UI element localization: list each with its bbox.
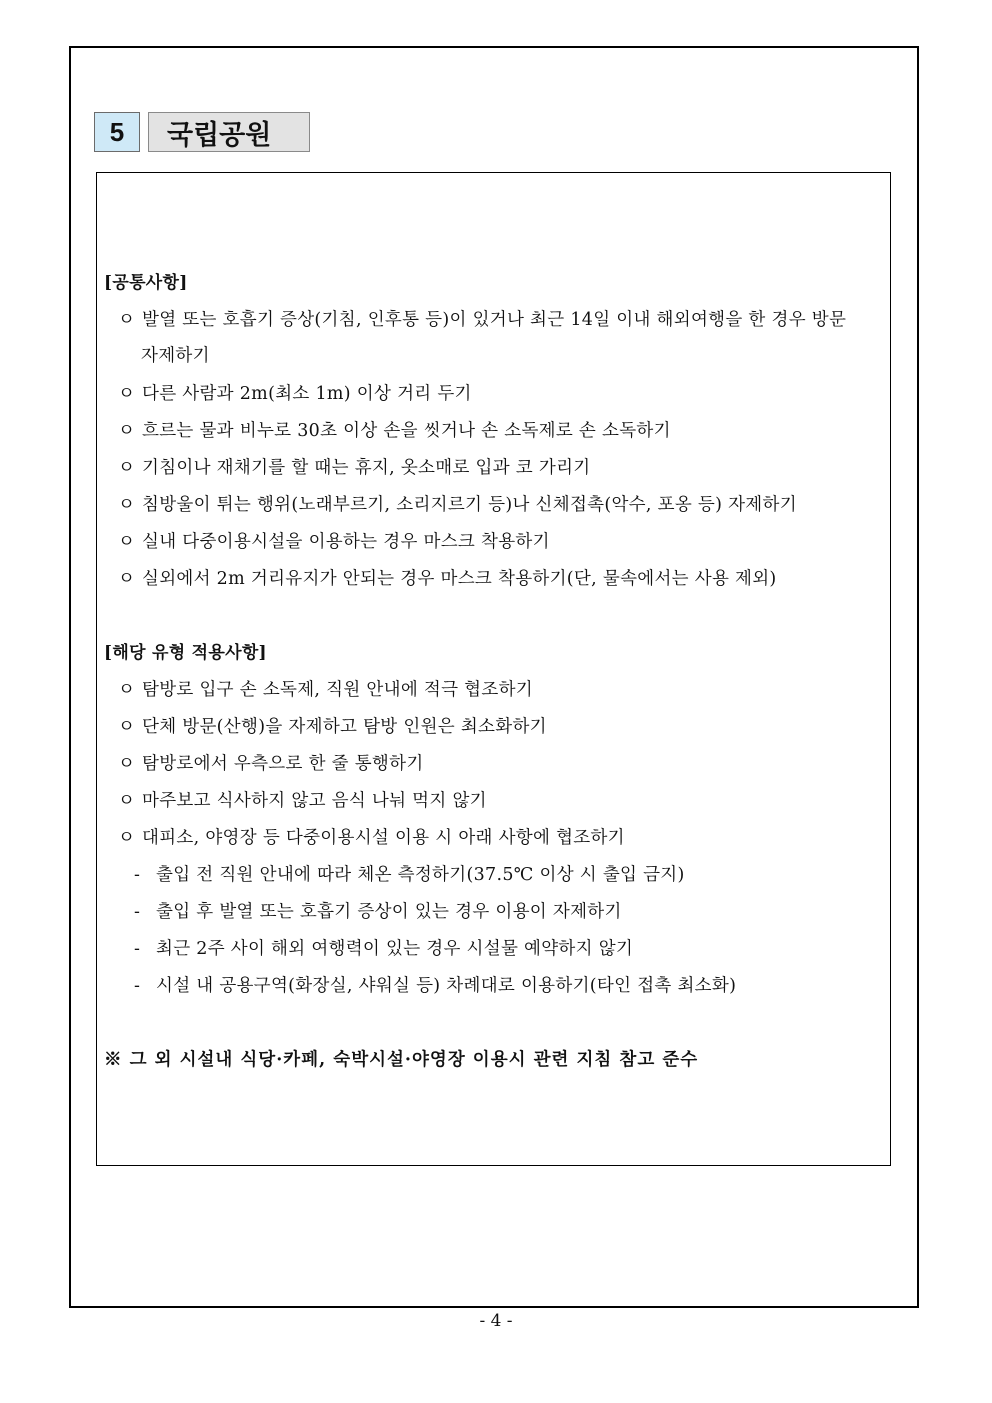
list-item-text: 탐방로 입구 손 소독제, 직원 안내에 적극 협조하기	[142, 680, 534, 700]
bullet-icon: ㅇ	[118, 310, 136, 330]
list-item-text: 실외에서 2m 거리유지가 안되는 경우 마스크 착용하기(단, 물속에서는 사용 제외)	[142, 569, 777, 589]
list-item-text: 침방울이 튀는 행위(노래부르기, 소리지르기 등)나 신체접촉(악수, 포옹 등) 자제하기	[142, 495, 797, 515]
section-title: 국립공원	[148, 112, 310, 152]
list-item-text: 대피소, 야영장 등 다중이용시설 이용 시 아래 사항에 협조하기	[142, 828, 625, 848]
list-item	[118, 380, 472, 405]
reference-note: ※ 그 외 시설내 식당·카페, 숙박시설·야영장 이용시 관련 지침 참고 준수	[104, 1050, 699, 1070]
common-heading: [공통사항]	[104, 273, 188, 293]
list-item	[118, 824, 625, 849]
list-item-text: 마주보고 식사하지 않고 음식 나눠 먹지 않기	[142, 791, 487, 811]
bullet-icon: ㅇ	[118, 384, 136, 404]
bullet-icon: ㅇ	[118, 754, 136, 774]
list-item	[118, 676, 533, 701]
bullet-icon: ㅇ	[118, 680, 136, 700]
dash-icon: -	[134, 939, 141, 959]
sub-list-item	[134, 935, 633, 960]
list-item-text: 발열 또는 호흡기 증상(기침, 인후통 등)이 있거나 최근 14일 이내 해외여행을 한 경우 방문	[142, 310, 847, 330]
list-item	[118, 454, 590, 479]
bullet-icon: ㅇ	[118, 495, 136, 515]
bullet-icon: ㅇ	[118, 717, 136, 737]
bullet-icon: ㅇ	[118, 791, 136, 811]
dash-icon: -	[134, 976, 141, 996]
list-item	[118, 750, 424, 775]
section-number: 5	[94, 112, 140, 152]
list-item	[118, 528, 550, 553]
dash-icon: -	[134, 865, 141, 885]
list-item-text: 기침이나 재채기를 할 때는 휴지, 옷소매로 입과 코 가리기	[142, 458, 591, 478]
sub-list-item-text: 시설 내 공용구역(화장실, 샤워실 등) 차례대로 이용하기(타인 접촉 최소화)	[156, 976, 737, 996]
bullet-icon: ㅇ	[118, 569, 136, 589]
list-item	[118, 713, 547, 738]
bullet-icon: ㅇ	[118, 421, 136, 441]
list-item-continuation: 자제하기	[141, 346, 210, 366]
sub-list-item-text: 출입 전 직원 안내에 따라 체온 측정하기(37.5℃ 이상 시 출입 금지)	[156, 865, 685, 885]
sub-list-item	[134, 972, 736, 997]
bullet-icon: ㅇ	[118, 532, 136, 552]
list-item-text: 실내 다중이용시설을 이용하는 경우 마스크 착용하기	[142, 532, 550, 552]
dash-icon: -	[134, 902, 141, 922]
sub-list-item-text: 최근 2주 사이 해외 여행력이 있는 경우 시설물 예약하지 않기	[156, 939, 634, 959]
bullet-icon: ㅇ	[118, 458, 136, 478]
list-item	[118, 787, 487, 812]
list-item-text: 탐방로에서 우측으로 한 줄 통행하기	[142, 754, 424, 774]
list-item	[118, 306, 846, 331]
list-item-text: 흐르는 물과 비누로 30초 이상 손을 씻거나 손 소독제로 손 소독하기	[142, 421, 671, 441]
list-item-text: 단체 방문(산행)을 자제하고 탐방 인원은 최소화하기	[142, 717, 547, 737]
page-number: - 4 -	[479, 1311, 513, 1331]
bullet-icon: ㅇ	[118, 828, 136, 848]
sub-list-item	[134, 861, 685, 886]
list-item-text: 다른 사람과 2m(최소 1m) 이상 거리 두기	[142, 384, 472, 404]
list-item	[118, 565, 777, 590]
specific-heading: [해당 유형 적용사항]	[104, 643, 267, 663]
list-item	[118, 491, 797, 516]
sub-list-item-text: 출입 후 발열 또는 호흡기 증상이 있는 경우 이용이 자제하기	[156, 902, 622, 922]
list-item	[118, 417, 671, 442]
sub-list-item	[134, 898, 622, 923]
